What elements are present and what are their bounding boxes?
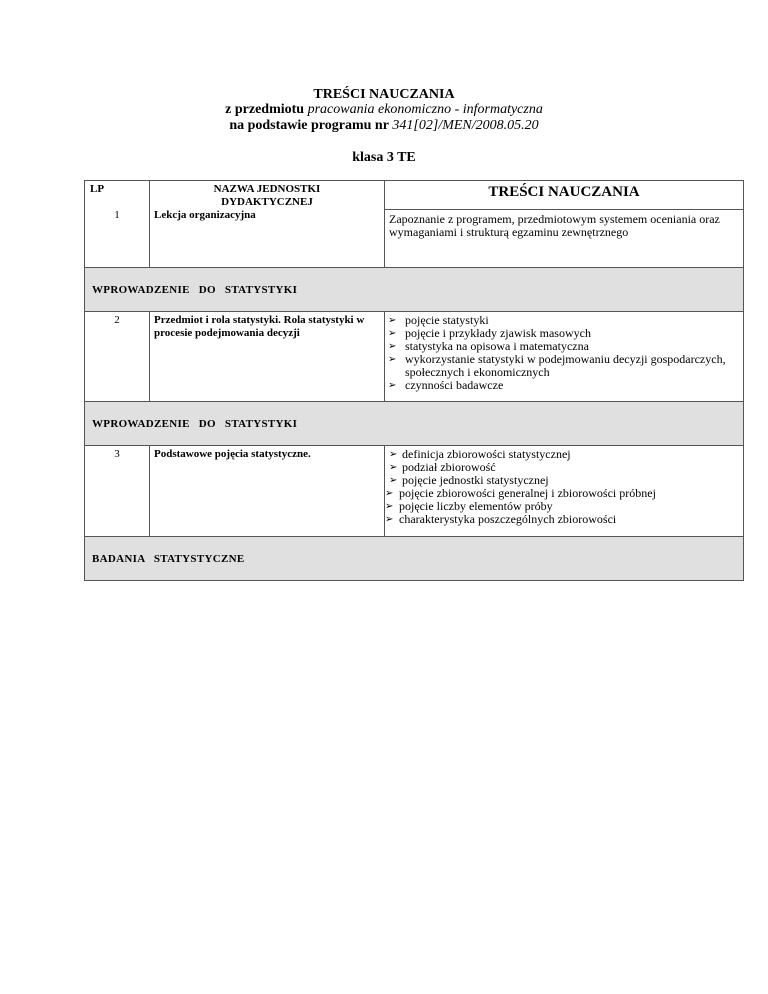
name-cell	[150, 446, 385, 537]
row-number: 2	[114, 314, 120, 326]
list-item: ➢ pojęcie statystyki	[388, 313, 489, 327]
col-header-name: NAZWA JEDNOSTKI DYDAKTYCZNEJ	[213, 183, 321, 208]
arrow-bullet-icon: ➢	[385, 514, 394, 525]
section-cell	[85, 537, 744, 581]
list-item: ➢ statystyka na opisowa i matematyczna	[388, 339, 589, 353]
list-item: ➢ definicja zbiorowości statystycznej	[389, 447, 571, 461]
bullet-list	[385, 448, 743, 526]
list-item: ➢ czynności badawcze	[388, 378, 504, 392]
lp-cell	[85, 446, 150, 537]
section-title: BADANIA STATYSTYCZNE	[92, 552, 245, 565]
list-item: ➢ wykorzystanie statystyki w podejmowaniu decyzji gospodarczych, społecznych i ekonomicznych	[388, 352, 726, 379]
arrow-bullet-icon: ➢	[385, 488, 394, 499]
content-text: Zapoznanie z programem, przedmiotowym systemem oceniania oraz wymaganiami i strukturą egzaminu zewnętrznego	[389, 212, 720, 239]
content-cell	[385, 181, 744, 268]
arrow-bullet-icon: ➢	[388, 354, 397, 365]
program-label: na podstawie programu nr	[229, 118, 389, 133]
list-item: ➢ pojęcie jednostki statystycznej	[389, 473, 549, 487]
arrow-bullet-icon: ➢	[388, 341, 397, 352]
row-number: 3	[114, 448, 120, 460]
content-cell	[385, 312, 744, 402]
arrow-bullet-icon: ➢	[389, 449, 398, 460]
col-header-lp: LP	[90, 183, 105, 195]
list-item: ➢ pojęcie liczby elementów próby	[385, 499, 553, 513]
section-row	[85, 537, 744, 581]
section-title: WPROWADZENIE DO STATYSTYKI	[92, 417, 298, 430]
col-header-content: TREŚCI NAUCZANIA	[385, 181, 743, 210]
lp-cell	[85, 312, 150, 402]
title-text: TREŚCI NAUCZANIA	[313, 87, 455, 102]
list-item: ➢ podział zbiorowość	[389, 460, 496, 474]
arrow-bullet-icon: ➢	[385, 501, 394, 512]
arrow-bullet-icon: ➢	[389, 462, 398, 473]
table-row	[85, 181, 744, 268]
section-title: WPROWADZENIE DO STATYSTYKI	[92, 283, 298, 296]
program-line	[0, 117, 768, 134]
section-cell	[85, 402, 744, 446]
section-row	[85, 402, 744, 446]
program-number: 341[02]/MEN/2008.05.20	[392, 118, 539, 133]
arrow-bullet-icon: ➢	[388, 328, 397, 339]
arrow-bullet-icon: ➢	[388, 315, 397, 326]
lp-cell	[85, 181, 150, 268]
row-number: 1	[114, 209, 120, 221]
content-cell	[385, 446, 744, 537]
class-label: klasa 3 TE	[352, 150, 416, 165]
section-cell	[85, 268, 744, 312]
curriculum-table	[84, 180, 744, 581]
arrow-bullet-icon: ➢	[388, 380, 397, 391]
list-item: ➢ pojęcie i przykłady zjawisk masowych	[388, 326, 591, 340]
list-item: ➢ pojęcie zbiorowości generalnej i zbiorowości próbnej	[385, 486, 656, 500]
name-cell	[150, 181, 385, 268]
bullet-list	[385, 314, 743, 392]
name-cell	[150, 312, 385, 402]
subject-text: Lekcja organizacyjna	[154, 209, 256, 221]
subject-name: pracowania ekonomiczno - informatyczna	[307, 102, 543, 117]
list-item: ➢ charakterystyka poszczególnych zbiorowości	[385, 512, 617, 526]
subject-text: Przedmiot i rola statystyki. Rola statystyki w procesie podejmowania decyzji	[154, 314, 365, 339]
subject-line	[0, 101, 768, 118]
table-row	[85, 312, 744, 402]
table-row	[85, 446, 744, 537]
arrow-bullet-icon: ➢	[389, 475, 398, 486]
subject-label: z przedmiotu	[225, 102, 305, 117]
subject-text: Podstawowe pojęcia statystyczne.	[154, 448, 311, 460]
section-row	[85, 268, 744, 312]
